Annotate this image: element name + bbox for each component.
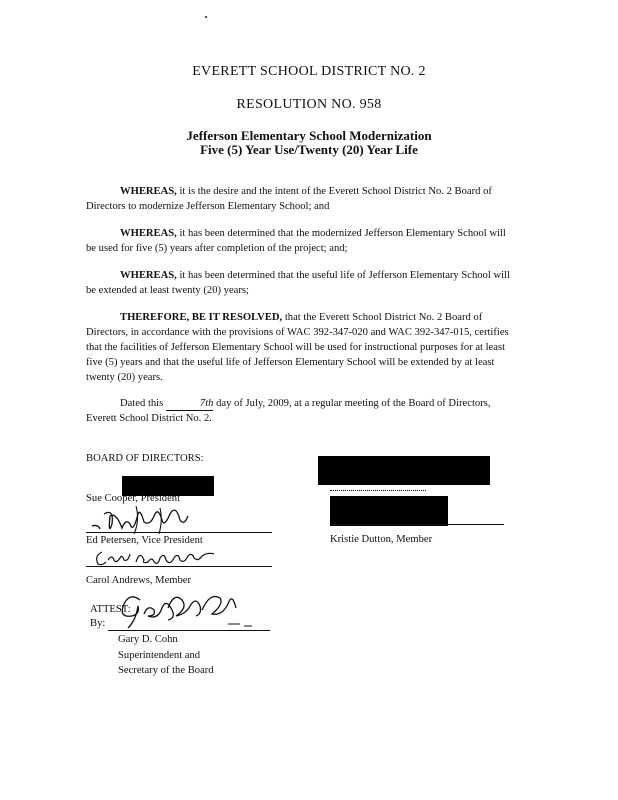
whereas-paragraph-2 xyxy=(86,226,518,256)
signature-carol-andrews xyxy=(92,546,242,568)
dated-suffix: day of July, 2009, at a regular meeting of the Board of Directors, Everett School District No. 2. xyxy=(86,398,491,424)
dated-day: 7th xyxy=(166,398,214,411)
signer-carol-andrews: Carol Andrews, Member xyxy=(86,575,192,586)
paragraph-text: it is the desire and the intent of the Everett School District No. 2 Board of Directors to modernize Jefferson Elementary School; and xyxy=(86,186,492,212)
signature-line xyxy=(330,524,504,525)
signer-kristie-dutton: Kristie Dutton, Member xyxy=(330,534,433,545)
resolution-number: RESOLUTION NO. 958 xyxy=(236,97,382,112)
signature-line xyxy=(86,566,272,567)
whereas-paragraph-3 xyxy=(86,268,518,298)
signature-gary-cohn xyxy=(110,590,270,634)
district-heading: EVERETT SCHOOL DISTRICT NO. 2 xyxy=(192,64,426,79)
signature-line xyxy=(86,532,272,533)
paragraph-text: it has been determined that the modernized Jefferson Elementary School will be used for five (5) years after completion of the project; and; xyxy=(86,228,506,254)
signer-sue-cooper: Sue Cooper, President xyxy=(86,493,181,504)
redaction-box xyxy=(330,496,448,526)
dated-paragraph xyxy=(86,396,518,426)
attest-label: ATTEST: xyxy=(90,604,131,615)
whereas-paragraph-1 xyxy=(86,184,518,214)
subtitle-line-1: Jefferson Elementary School Modernization xyxy=(186,128,432,143)
resolved-paragraph xyxy=(86,310,518,385)
signer-ed-petersen: Ed Petersen, Vice President xyxy=(86,535,203,546)
board-heading: BOARD OF DIRECTORS: xyxy=(86,453,204,464)
paragraph-lead: WHEREAS, xyxy=(120,228,177,239)
dated-prefix: Dated this xyxy=(120,398,164,409)
signer-gary-cohn: Gary D. Cohn xyxy=(118,634,178,645)
scan-speck xyxy=(205,16,207,18)
redaction-box xyxy=(318,456,490,485)
paragraph-text: that the Everett School District No. 2 Board of Directors, in accordance with the provisions of WAC 392-347-020 and WAC 392-347-015, certifies that the facilities of Jefferson Elementary School will be used for instructional purposes for at least five (5) years and that the useful life of Jefferson Elementary School will be extended by at least twenty (20) years. xyxy=(86,312,509,383)
signer-title-line-1: Superintendent and xyxy=(118,650,201,661)
paragraph-lead: WHEREAS, xyxy=(120,270,177,281)
signer-title-line-2: Secretary of the Board xyxy=(118,665,214,676)
signature-line xyxy=(330,490,426,491)
paragraph-lead: WHEREAS, xyxy=(120,186,177,197)
by-label: By: xyxy=(90,618,106,629)
signature-line xyxy=(108,630,270,631)
paragraph-text: it has been determined that the useful life of Jefferson Elementary School will be extended at least twenty (20) years; xyxy=(86,270,510,296)
paragraph-lead: THEREFORE, BE IT RESOLVED, xyxy=(120,312,283,323)
subtitle-line-2: Five (5) Year Use/Twenty (20) Year Life xyxy=(200,142,418,157)
